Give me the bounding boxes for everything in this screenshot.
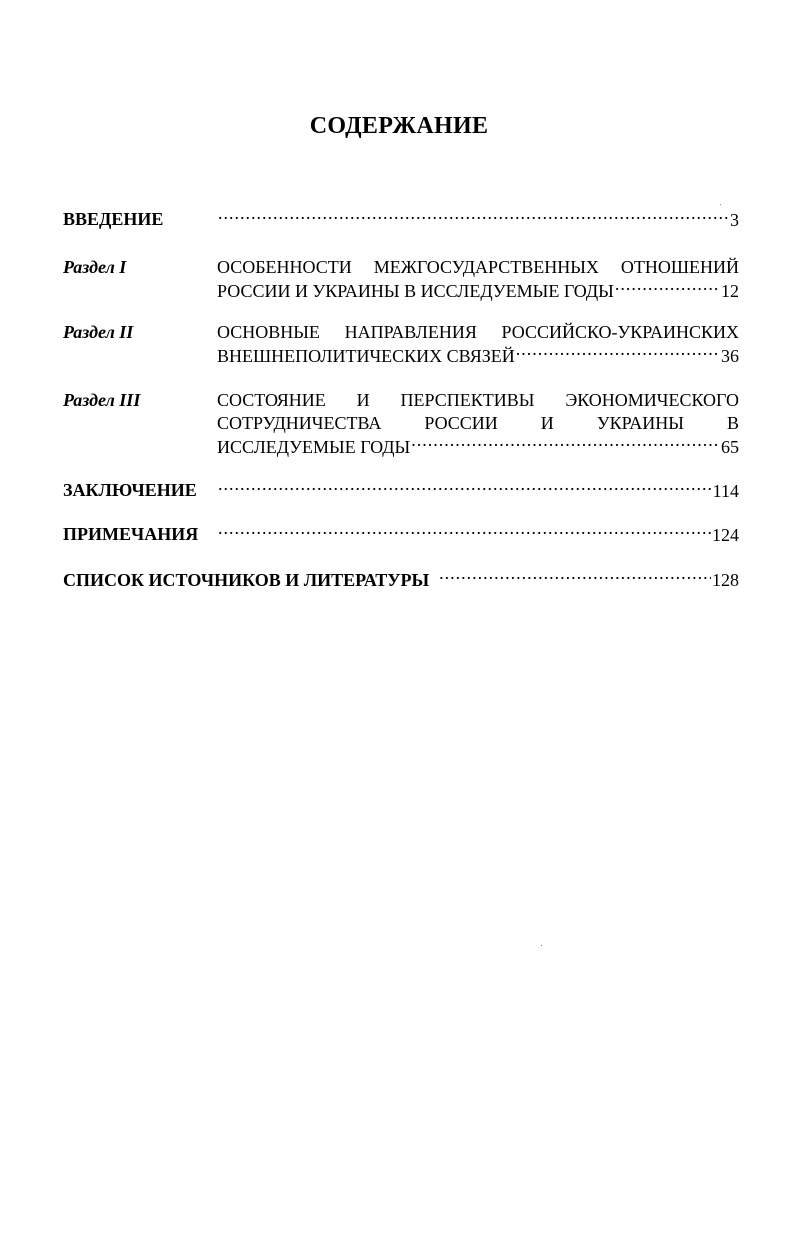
toc-title-line: СОСТОЯНИЕ И ПЕРСПЕКТИВЫ ЭКОНОМИЧЕСКОГО — [217, 390, 739, 410]
toc-title-line: РОССИИ И УКРАИНЫ В ИССЛЕДУЕМЫЕ ГОДЫ — [217, 281, 614, 301]
toc-title-line: ОСОБЕННОСТИ МЕЖГОСУДАРСТВЕННЫХ ОТНОШЕНИЙ — [217, 257, 739, 277]
dot-leader — [439, 568, 711, 586]
toc-label: Раздел I — [63, 257, 127, 277]
page-number: 124 — [712, 525, 739, 545]
page-title: СОДЕРЖАНИЕ — [309, 113, 489, 139]
toc-label: ВВЕДЕНИЕ — [63, 209, 164, 229]
scan-speck — [720, 204, 721, 205]
page-number: 114 — [712, 481, 739, 501]
page-number: 12 — [721, 281, 739, 301]
dot-leader — [218, 479, 712, 497]
toc-title-line: СОТРУДНИЧЕСТВА РОССИИ И УКРАИНЫ В — [217, 413, 739, 433]
toc-title-line: ИССЛЕДУЕМЫЕ ГОДЫ — [217, 437, 411, 457]
dot-leader — [411, 435, 720, 453]
dot-leader — [615, 279, 720, 297]
page-number: 3 — [730, 210, 739, 230]
dot-leader — [218, 523, 711, 541]
dot-leader — [516, 344, 720, 362]
toc-title-line: ОСНОВНЫЕ НАПРАВЛЕНИЯ РОССИЙСКО-УКРАИНСКИХ — [217, 322, 739, 342]
toc-label: Раздел III — [63, 390, 141, 410]
scan-speck — [541, 945, 542, 946]
toc-label: ПРИМЕЧАНИЯ — [63, 524, 199, 544]
page-number: 36 — [721, 346, 739, 366]
page-number: 65 — [721, 437, 739, 457]
toc-label: Раздел II — [63, 322, 134, 342]
toc-label: СПИСОК ИСТОЧНИКОВ И ЛИТЕРАТУРЫ — [63, 570, 430, 590]
page-number: 128 — [712, 570, 739, 590]
dot-leader — [218, 208, 729, 226]
toc-title-line: ВНЕШНЕПОЛИТИЧЕСКИХ СВЯЗЕЙ — [217, 346, 515, 366]
toc-label: ЗАКЛЮЧЕНИЕ — [63, 480, 197, 500]
